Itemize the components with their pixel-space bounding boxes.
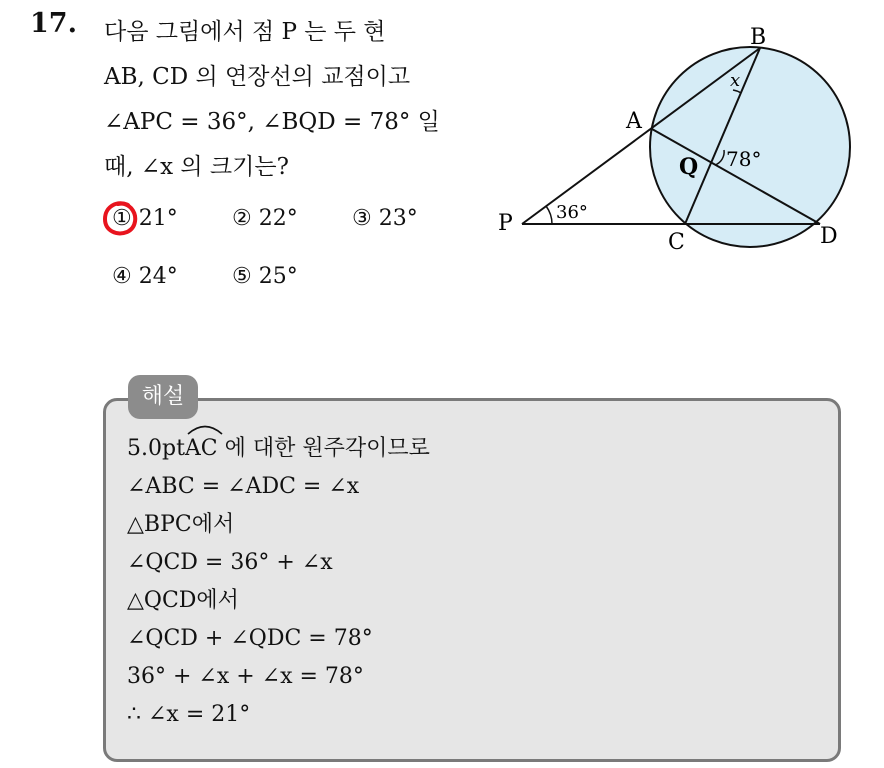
choice-3[interactable]: ③ 23° [352, 206, 418, 231]
solution-text [127, 430, 430, 734]
solution-line: ∴ ∠x = 21° [127, 702, 251, 727]
arc-ac [185, 430, 218, 468]
label-angle-x: x [730, 70, 741, 91]
label-q: Q [679, 154, 699, 180]
question-line: 다음 그림에서 점 P 는 두 현 [104, 19, 386, 45]
label-c: C [668, 230, 685, 255]
solution-line: ∠QCD + ∠QDC = 78° [127, 626, 373, 651]
label-a: A [626, 109, 642, 134]
solution-line: ∠ABC = ∠ADC = ∠x [127, 474, 360, 499]
question-number: 17. [30, 8, 77, 39]
arc-label: AC [184, 436, 218, 461]
geometry-figure [490, 14, 870, 264]
solution-line: △QCD에서 [127, 588, 239, 613]
label-b: B [750, 25, 767, 50]
solution-line-prefix: 5.0pt [127, 436, 185, 461]
choice-2[interactable]: ② 22° [232, 206, 298, 231]
solution-line: 36° + ∠x + ∠x = 78° [127, 664, 364, 689]
solution-line-suffix: 에 대한 원주각이므로 [217, 436, 430, 461]
question-text [104, 10, 474, 190]
choice-5[interactable]: ⑤ 25° [232, 264, 298, 289]
label-p: P [498, 211, 513, 236]
solution-line [127, 430, 430, 468]
angle-p-arc [546, 206, 552, 224]
solution-tag: 해설 [128, 375, 198, 419]
arc-symbol [186, 423, 224, 435]
choice-4[interactable]: ④ 24° [112, 264, 178, 289]
choice-1[interactable]: ① 21° [112, 206, 178, 231]
solution-line: △BPC에서 [127, 512, 235, 537]
question-line: AB, CD 의 연장선의 교점이고 [104, 64, 411, 90]
solution-line: ∠QCD = 36° + ∠x [127, 550, 333, 575]
label-angle-36: 36° [556, 202, 588, 223]
label-d: D [820, 224, 838, 249]
question-line: 때, ∠x 의 크기는? [104, 154, 289, 180]
question-line: ∠APC = 36°, ∠BQD = 78° 일 [104, 109, 440, 135]
label-angle-78: 78° [726, 147, 762, 171]
